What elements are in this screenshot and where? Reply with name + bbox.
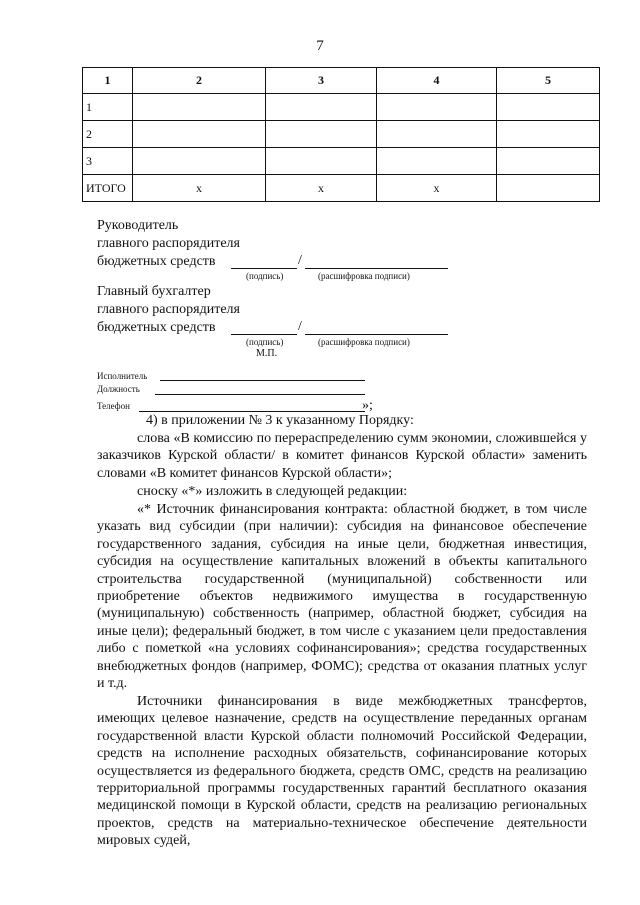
stamp-place: М.П. [256,348,278,359]
sources-paragraph: Источники финансирования в виде межбюджетных трансфертов, имеющих целевое назначение, средств на осуществление переданных органам государственной власти Курской области полномочий Российской Федерации, средств на исполнение расходных обязательств, софинансирование которых осуществляется из федерального бюджета, средств ОМС, средств на реализацию территориальной программы государственных гарантий бесплатного оказания медицинской помощи в Курской области, средств на реализацию региональных проектов, средств на материально-техническое обеспечение деятельности мировых судей, [97,694,587,849]
report-table [82,67,600,202]
position-label: Должность [97,384,140,394]
caption-signature: (подпись) [246,271,284,281]
table-cell: 1 [83,94,133,121]
table-cell [497,148,600,175]
table-row [83,148,600,175]
words-replacement-paragraph: слова «В комиссию по перераспределению сумм экономии, сложившейся у заказчиков Курской области/ в комитет финансов Курской области» заменить словами «В комитет финансов Курской области»; [97,431,587,481]
table-row [83,121,600,148]
signature-role: главного распорядителя [97,236,240,251]
table-cell [266,121,377,148]
head-signature-block [97,217,240,271]
signature-line [231,254,297,269]
table-header-cell: 1 [83,68,133,94]
accountant-signature-block [97,283,240,337]
table-cell: х [377,175,497,202]
signature-decode-line [305,320,448,335]
item-4-text: 4) в приложении № 3 к указанному Порядку: [146,413,414,428]
signature-role: Руководитель [97,218,179,233]
table-header-cell: 3 [266,68,377,94]
table-cell: х [266,175,377,202]
table-cell [377,94,497,121]
signature-line [231,320,297,335]
table-total-row [83,175,600,202]
table-cell [133,121,266,148]
table-cell [266,94,377,121]
table-header-cell: 2 [133,68,266,94]
executor-line [160,368,365,381]
table-cell [133,148,266,175]
footnote-paragraph: «* Источник финансирования контракта: областной бюджет, в том числе указать вид субсидии (при наличии): субсидия на финансовое обеспечение государственного задания, субсидия на иные цели, бюджетная инвестиция, субсидия на осуществление капитальных вложений в объекты капитального строительства государственной (муниципальной) собственности или приобретение объектов недвижимого имущества в государственную (муниципальную) собственность (например, областной бюджет, субсидия на иные цели); федеральный бюджет, в том числе с указанием цели предоставления либо с пометкой «на условиях софинансирования»; средства государственных внебюджетных фондов (например, ФОМС); средства от оказания платных услуг и т.д. [97,502,587,692]
table-cell: 3 [83,148,133,175]
caption-signature: (подпись) [246,337,284,347]
table-cell [497,121,600,148]
phone-line [139,399,365,412]
table-row [83,94,600,121]
table-cell [377,148,497,175]
page-number: 7 [316,38,324,54]
signature-role: бюджетных средств [97,254,216,269]
table-cell: ИТОГО [83,175,133,202]
table-cell [497,175,600,202]
caption-decode: (расшифровка подписи) [318,337,410,347]
table-cell [497,94,600,121]
table-header-row [83,68,600,94]
table-cell [377,121,497,148]
table-cell: х [133,175,266,202]
table-header-cell: 4 [377,68,497,94]
table-header-cell: 5 [497,68,600,94]
footnote-intro: сноску «*» изложить в следующей редакции: [137,484,408,499]
signature-separator: / [298,253,302,268]
signature-role: главного распорядителя [97,302,240,317]
table-cell: 2 [83,121,133,148]
table-cell [266,148,377,175]
executor-label: Исполнитель [97,371,148,381]
signature-decode-line [305,254,448,269]
signature-role: бюджетных средств [97,320,216,335]
closing-quote: »; [362,398,373,413]
phone-label: Телефон [97,401,130,411]
table-cell [133,94,266,121]
position-line [155,382,365,395]
signature-role: Главный бухгалтер [97,284,211,299]
signature-separator: / [298,319,302,334]
caption-decode: (расшифровка подписи) [318,271,410,281]
